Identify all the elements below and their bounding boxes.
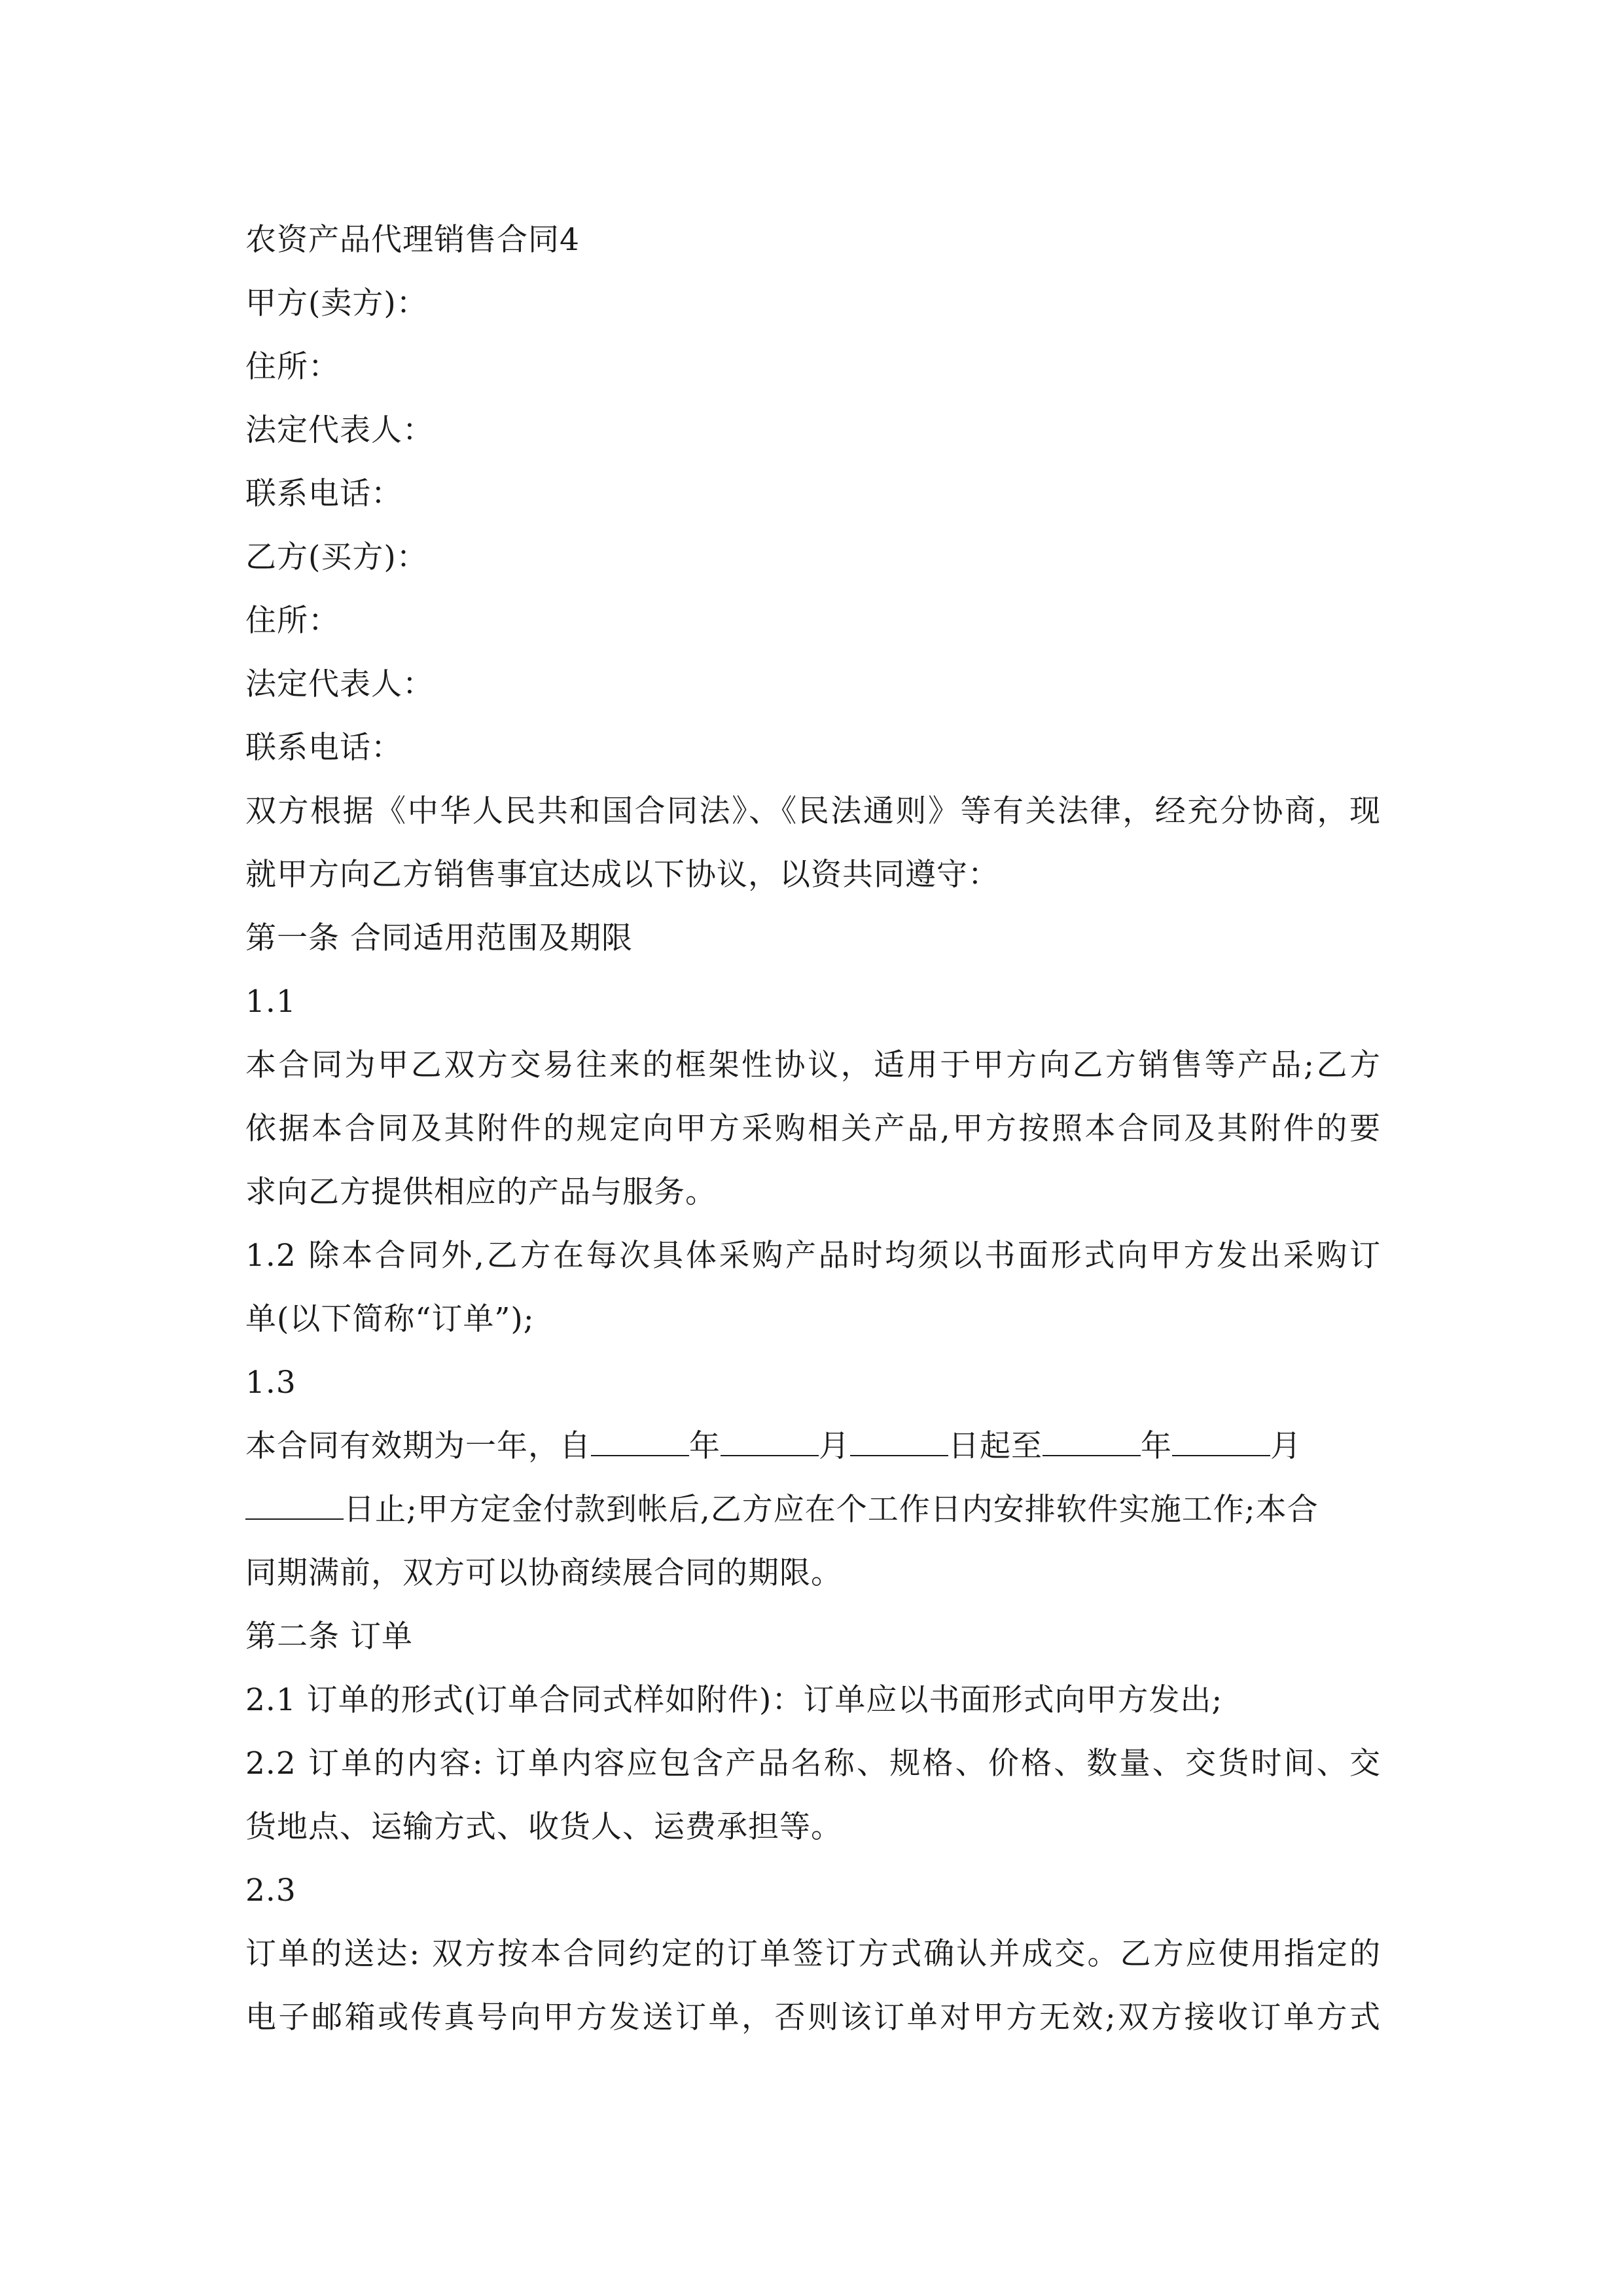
clause-1-1-text: 依据本合同及其附件的规定向甲方采购相关产品,甲方按照本合同及其附件的要 (245, 1111, 1381, 1147)
clause-1-1-number: 1.1 (245, 984, 296, 1020)
clause-1-1-text: 求向乙方提供相应的产品与服务。 (245, 1174, 717, 1210)
term-text: 日起至 (948, 1428, 1043, 1464)
clause-2-1-text: 2.1 订单的形式(订单合同式样如附件)：订单应以书面形式向甲方发出; (245, 1682, 1223, 1718)
intro-paragraph-line: 双方根据《中华人民共和国合同法》、《民法通则》等有关法律，经充分协商，现 (245, 793, 1381, 829)
clause-1-2-text: 1.2 除本合同外,乙方在每次具体采购产品时均须以书面形式向甲方发出采购订 (245, 1238, 1381, 1274)
term-text: 年 (1141, 1428, 1172, 1464)
document-title: 农资产品代理销售合同4 (245, 222, 580, 258)
term-text: 月 (819, 1428, 850, 1464)
party-a-label: 甲方(卖方)： (245, 285, 428, 321)
article-1-heading: 第一条 合同适用范围及期限 (245, 920, 633, 956)
clause-1-2-text: 单(以下简称“订单”); (245, 1301, 535, 1337)
start-day-blank (850, 1433, 948, 1456)
party-a-address: 住所： (245, 349, 340, 385)
party-b-phone: 联系电话： (245, 730, 402, 766)
document-body (245, 208, 1381, 2049)
article-2-heading: 第二条 订单 (245, 1619, 413, 1655)
clause-1-1-text: 本合同为甲乙双方交易往来的框架性协议，适用于甲方向乙方销售等产品;乙方 (245, 1047, 1381, 1083)
end-day-blank (245, 1496, 344, 1520)
start-month-blank (721, 1433, 819, 1456)
end-month-blank (1172, 1433, 1270, 1456)
term-text: 年 (689, 1428, 721, 1464)
clause-1-3-number: 1.3 (245, 1365, 296, 1401)
clause-1-3-text: 同期满前，双方可以协商续展合同的期限。 (245, 1555, 842, 1591)
term-text: 日止;甲方定金付款到帐后,乙方应在个工作日内安排软件实施工作;本合 (344, 1492, 1319, 1528)
party-a-representative: 法定代表人： (245, 412, 434, 448)
clause-2-3-text: 电子邮箱或传真号向甲方发送订单，否则该订单对甲方无效;双方接收订单方式 (245, 2000, 1381, 2036)
clause-1-3-term-line (245, 1414, 1381, 1478)
clause-2-2-text: 2.2 订单的内容: 订单内容应包含产品名称、规格、价格、数量、交货时间、交 (245, 1746, 1381, 1782)
end-year-blank (1043, 1433, 1141, 1456)
clause-1-3-text (245, 1478, 1381, 1541)
term-text: 本合同有效期为一年，自 (245, 1428, 591, 1464)
clause-2-3-text: 订单的送达: 双方按本合同约定的订单签订方式确认并成交。乙方应使用指定的 (245, 1936, 1381, 1972)
party-b-address: 住所： (245, 603, 340, 639)
party-b-representative: 法定代表人： (245, 666, 434, 702)
party-b-label: 乙方(买方)： (245, 539, 428, 575)
start-year-blank (591, 1433, 689, 1456)
intro-paragraph-line: 就甲方向乙方销售事宜达成以下协议，以资共同遵守： (245, 857, 999, 893)
term-text: 月 (1270, 1428, 1302, 1464)
party-a-phone: 联系电话： (245, 476, 402, 512)
clause-2-2-text: 货地点、运输方式、收货人、运费承担等。 (245, 1809, 842, 1845)
clause-2-3-number: 2.3 (245, 1873, 296, 1909)
